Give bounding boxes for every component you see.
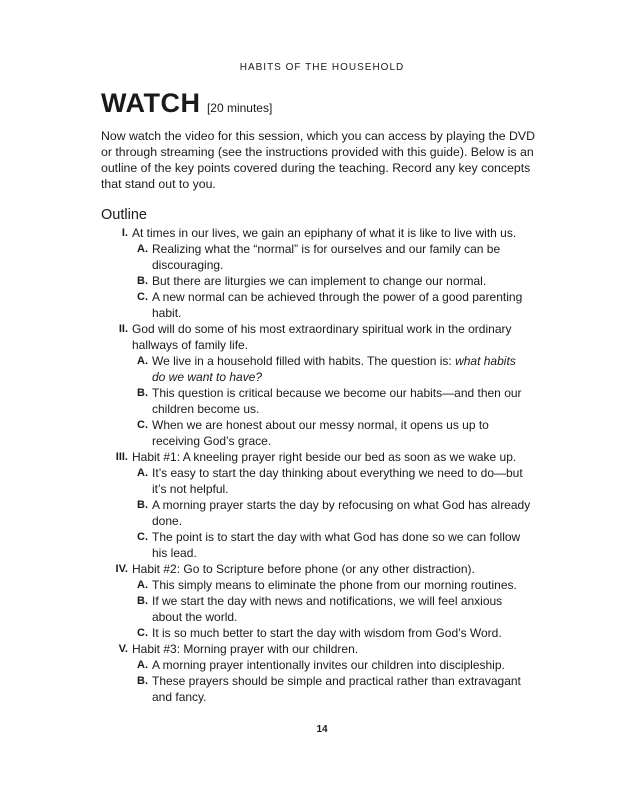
outline-item-text: At times in our lives, we gain an epiphany of what it is like to live with us. xyxy=(132,226,517,240)
outline-subitem-letter: C. xyxy=(137,531,148,543)
outline-item-text: Habit #1: A kneeling prayer right beside our bed as soon as we wake up. xyxy=(132,450,517,464)
outline-item-number: I. xyxy=(121,227,128,239)
outline-subitem-letter: A. xyxy=(137,659,148,671)
outline-subitem-text: If we start the day with news and notifications, we will feel anxious about the world. xyxy=(152,594,503,624)
outline-subitem-text: Realizing what the “normal” is for ourselves and our family can be discouraging. xyxy=(152,242,501,272)
outline-item-number: IV. xyxy=(115,563,128,575)
outline-item-number: III. xyxy=(115,451,128,463)
outline-subitem-text-plain: We live in a household filled with habits. The question is: xyxy=(152,354,456,368)
outline-subitem xyxy=(0,529,644,561)
outline-subitem xyxy=(0,657,644,673)
outline-subitem-text: It’s easy to start the day thinking about everything we need to do—but it’s not helpful. xyxy=(152,466,523,496)
outline-subitem-letter: A. xyxy=(137,355,148,367)
section-heading xyxy=(101,88,272,119)
outline-subitem xyxy=(0,241,644,273)
outline-subitem xyxy=(0,417,644,449)
outline-item xyxy=(0,321,644,353)
outline-subitem-letter: B. xyxy=(137,675,148,687)
outline-subitem xyxy=(0,353,644,385)
outline-subitem xyxy=(0,497,644,529)
running-head: HABITS OF THE HOUSEHOLD xyxy=(239,62,405,73)
outline-item xyxy=(0,561,644,577)
section-duration: [20 minutes] xyxy=(206,101,273,115)
outline-item-number: V. xyxy=(118,643,128,655)
outline-subitem xyxy=(0,385,644,417)
outline-list xyxy=(0,225,644,705)
outline-item-text: Habit #3: Morning prayer with our children. xyxy=(132,642,359,656)
outline-subitem xyxy=(0,289,644,321)
outline-subitem-text: A new normal can be achieved through the power of a good parenting habit. xyxy=(152,290,523,320)
outline-subitem-text-emphasis: what habits do we want to have? xyxy=(152,354,516,384)
outline-item xyxy=(0,641,644,657)
outline-subitem-letter: A. xyxy=(137,467,148,479)
outline-subitem-letter: C. xyxy=(137,291,148,303)
outline-item-text: God will do some of his most extraordinary spiritual work in the ordinary hallways of family life. xyxy=(132,322,512,352)
outline-title: Outline xyxy=(101,207,147,223)
outline-subitem-letter: A. xyxy=(137,243,148,255)
outline-subitem-letter: B. xyxy=(137,595,148,607)
outline-subitem-letter: A. xyxy=(137,579,148,591)
outline-subitem xyxy=(0,273,644,289)
section-title: WATCH xyxy=(101,88,201,118)
outline-subitem-letter: C. xyxy=(137,627,148,639)
outline-subitem-text: The point is to start the day with what God has done so we can follow his lead. xyxy=(152,530,521,560)
page-number: 14 xyxy=(316,724,328,735)
outline-subitem xyxy=(0,673,644,705)
outline-subitem-letter: B. xyxy=(137,499,148,511)
outline-subitem-text xyxy=(152,353,532,385)
outline-subitem-text: This question is critical because we become our habits—and then our children become us. xyxy=(152,386,522,416)
intro-paragraph: Now watch the video for this session, which you can access by playing the DVD or through streaming (see the instructions provided with this guide). Below is an outline of the key points covered during the teaching. Record any key concepts that stand out to you. xyxy=(101,129,536,191)
outline-item xyxy=(0,449,644,465)
outline-subitem-text: This simply means to eliminate the phone from our morning routines. xyxy=(152,578,517,592)
outline-subitem xyxy=(0,577,644,593)
outline-subitem-text: A morning prayer starts the day by refocusing on what God has already done. xyxy=(152,498,531,528)
outline-subitem-text: These prayers should be simple and practical rather than extravagant and fancy. xyxy=(152,674,521,704)
outline-subitem-text: It is so much better to start the day with wisdom from God’s Word. xyxy=(152,626,502,640)
outline-item xyxy=(0,225,644,241)
outline-subitem-letter: B. xyxy=(137,387,148,399)
outline-subitem-text: When we are honest about our messy normal, it opens us up to receiving God’s grace. xyxy=(152,418,489,448)
outline-subitem-letter: C. xyxy=(137,419,148,431)
outline-item-text: Habit #2: Go to Scripture before phone (or any other distraction). xyxy=(132,562,475,576)
outline-subitem xyxy=(0,625,644,641)
outline-subitem-letter: B. xyxy=(137,275,148,287)
outline-subitem xyxy=(0,465,644,497)
outline-subitem-text: But there are liturgies we can implement to change our normal. xyxy=(152,274,487,288)
outline-subitem-text: A morning prayer intentionally invites our children into discipleship. xyxy=(152,658,505,672)
outline-subitem xyxy=(0,593,644,625)
outline-item-number: II. xyxy=(118,323,128,335)
